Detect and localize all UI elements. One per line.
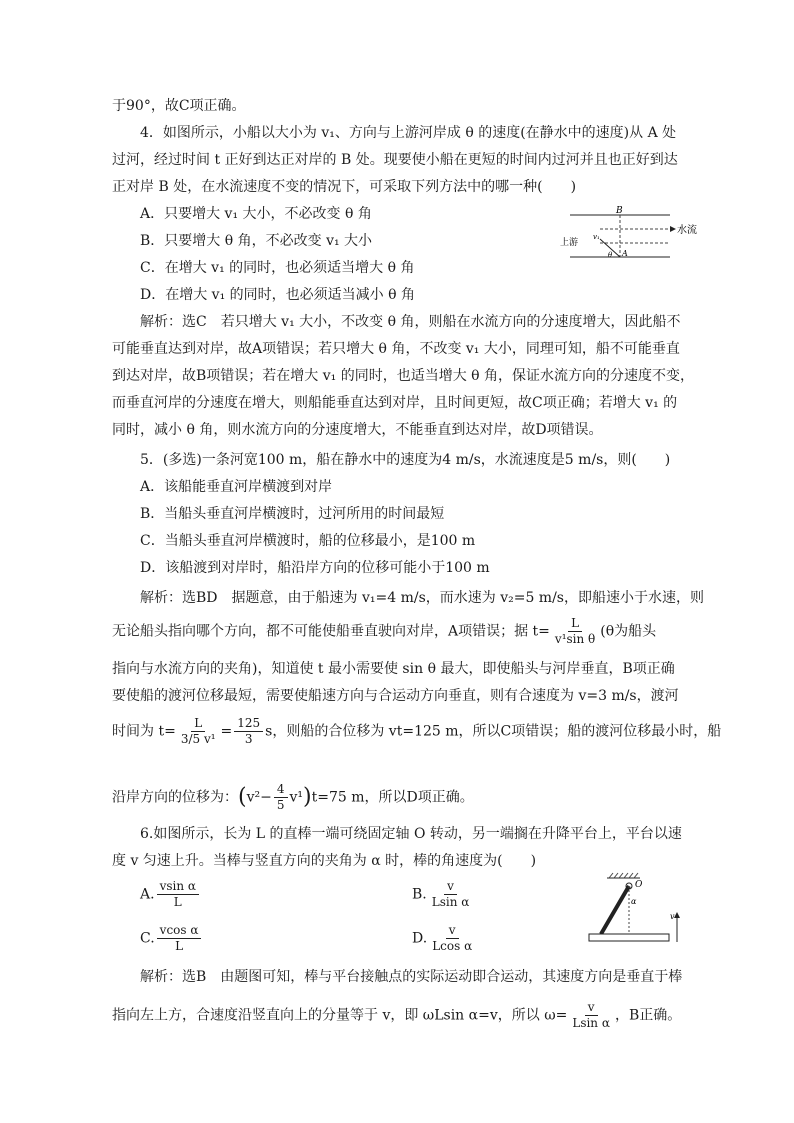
flow-arrowhead <box>670 226 676 232</box>
a5-line-6-text: 沿岸方向的位移为： <box>112 789 238 806</box>
label-v1: v₁ <box>593 233 600 241</box>
q6-option-d: D. $\frac{v}{\text{Lcos α}}$ <box>412 923 473 953</box>
line-prev-answer: 于90°，故C项正确。 <box>112 98 246 114</box>
a5-line-6-tail: t=75 m，所以D项正确。 <box>311 789 474 806</box>
label-o: O <box>635 880 643 890</box>
a6-line-2 <box>112 1000 681 1031</box>
q6-option-a: A. $\frac{\text{vsin α}}{L}$ <box>140 879 201 910</box>
label-theta: θ <box>608 251 613 259</box>
a6-line-1: 解析：选B 由题图可知，棒与平台接触点的实际运动即合运动，其速度方向是垂直于棒 <box>140 969 683 985</box>
label-a: A <box>622 249 628 258</box>
q4-stem-1: 4．如图所示，小船以大小为 v₁、方向与上游河岸成 θ 的速度(在静水中的速度)从 A 处 <box>140 125 677 141</box>
a5-line-5-tail: s，则船的合位移为 vt=125 m，所以C项错误；船的渡河位移最小时，船 <box>265 723 722 740</box>
label-upstream: 上游 <box>560 238 579 248</box>
a5-t1-fraction: $\frac{L}{\text{3/5 v¹}}$ <box>180 716 216 746</box>
river-figure <box>560 205 697 265</box>
a6-line-2-tail: ，B正确。 <box>614 1007 682 1024</box>
a5-time-fraction: $\frac{L}{\text{v¹sin θ}}$ <box>554 616 596 646</box>
a5-line-2-tail: (θ为船头 <box>600 623 657 640</box>
q5-option-a: A．该船能垂直河岸横渡到对岸 <box>140 479 333 495</box>
a4-line-1: 解析：选C 若只增大 v₁ 大小，不改变 θ 角，则船在水流方向的分速度增大，因此船不 <box>140 314 681 330</box>
a5-line-6: 沿岸方向的位移为：(v²− $\frac{4}{5}$ v¹)t=75 m，所以D项正确。 <box>112 782 474 812</box>
a4-line-5: 同时，减小 θ 角，则水流方向的分速度增大，不能垂直到达对岸，故D项错误。 <box>112 422 603 438</box>
a6-omega-fraction: $\frac{v}{\text{Lsin α}}$ <box>572 1000 610 1030</box>
q4-option-c: C．在增大 v₁ 的同时，也必须适当增大 θ 角 <box>140 260 415 276</box>
a5-line-4: 要使船的渡河位移最短，需要使船速方向与合运动方向垂直，则有合速度为 v=3 m/s，渡河 <box>112 688 679 704</box>
a5-line-5-text: 时间为 t= <box>112 723 176 740</box>
ceiling-hatch <box>609 873 638 878</box>
q4-option-d: D．在增大 v₁ 的同时，也必须适当减小 θ 角 <box>140 287 415 303</box>
q4-option-b: B．只要增大 θ 角，不必改变 v₁ 大小 <box>140 233 373 249</box>
q6-option-c: C. $\frac{\text{vcos α}}{L}$ <box>140 923 203 954</box>
q5-option-b: B．当船头垂直河岸横渡时，过河所用的时间最短 <box>140 506 445 522</box>
a5-paren-fraction: $\frac{4}{5}$ <box>274 782 288 813</box>
a5-line-3: 指向与水流方向的夹角)，知道使 t 最小需要使 sin θ 最大，即使船头与河岸垂直，B项正确 <box>112 661 675 677</box>
q6-stem-1: 6.如图所示，长为 L 的直棒一端可绕固定轴 O 转动，另一端搁在升降平台上，平台以速 <box>140 826 682 842</box>
q5-stem: 5．(多选)一条河宽100 m，船在静水中的速度为4 m/s，水流速度是5 m/s，则( ) <box>140 452 671 468</box>
q4-option-a: A．只要增大 v₁ 大小，不必改变 θ 角 <box>140 206 372 222</box>
a4-line-4: 而垂直河岸的分速度在增大，则船能垂直达到对岸，且时间更短，故C项正确；若增大 v₁ 的 <box>112 395 678 411</box>
a4-line-3: 到达对岸，故B项错误；若在增大 v₁ 的同时，也适当增大 θ 角，保证水流方向的分速度不变， <box>112 368 695 384</box>
rod <box>601 886 629 934</box>
label-b: B <box>616 206 623 216</box>
label-flow: 水流 <box>677 225 697 236</box>
platform <box>589 934 669 941</box>
a4-line-2: 可能垂直达到对岸，故A项错误；若只增大 θ 角，不改变 v₁ 大小，同理可知，船不可能垂直 <box>112 341 680 357</box>
rod-figure <box>585 872 685 947</box>
q6-option-b: B. $\frac{v}{\text{Lsin α}}$ <box>412 879 470 909</box>
a5-line-2 <box>112 616 656 647</box>
a5-t2-fraction: $\frac{125}{3}$ <box>234 716 263 747</box>
q4-stem-3: 正对岸 B 处，在水流速度不变的情况下，可采取下列方法中的哪一种( ) <box>112 179 577 195</box>
a5-line-5: 时间为 t= $\frac{L}{\text{3/5 v¹}}$ = $\frac{125}{3}$ s，则船的合位移为 vt=125 m，所以C项错误；船的渡河位移最小时，船 <box>112 716 722 746</box>
label-alpha: α <box>631 897 637 906</box>
q5-option-c: C．当船头垂直河岸横渡时，船的位移最小，是100 m <box>140 533 476 549</box>
q5-option-d: D．该船渡到对岸时，船沿岸方向的位移可能小于100 m <box>140 560 490 576</box>
q6-stem-2: 度 v 匀速上升。当棒与竖直方向的夹角为 α 时，棒的角速度为( ) <box>112 853 537 869</box>
label-v: v <box>670 912 675 921</box>
a6-line-2-text: 指向左上方，合速度沿竖直向上的分量等于 v，即 ωLsin α=v，所以 ω= <box>112 1007 568 1024</box>
a5-line-1: 解析：选BD 据题意，由于船速为 v₁=4 m/s，而水速为 v₂=5 m/s，即船速小于水速，则 <box>140 590 704 606</box>
q4-stem-2: 过河，经过时间 t 正好到达正对岸的 B 处。现要使小船在更短的时间内过河并且也正好到达 <box>112 152 678 168</box>
a5-line-2-text: 无论船头指向哪个方向，都不可能使船垂直驶向对岸，A项错误；据 t= <box>112 623 550 640</box>
